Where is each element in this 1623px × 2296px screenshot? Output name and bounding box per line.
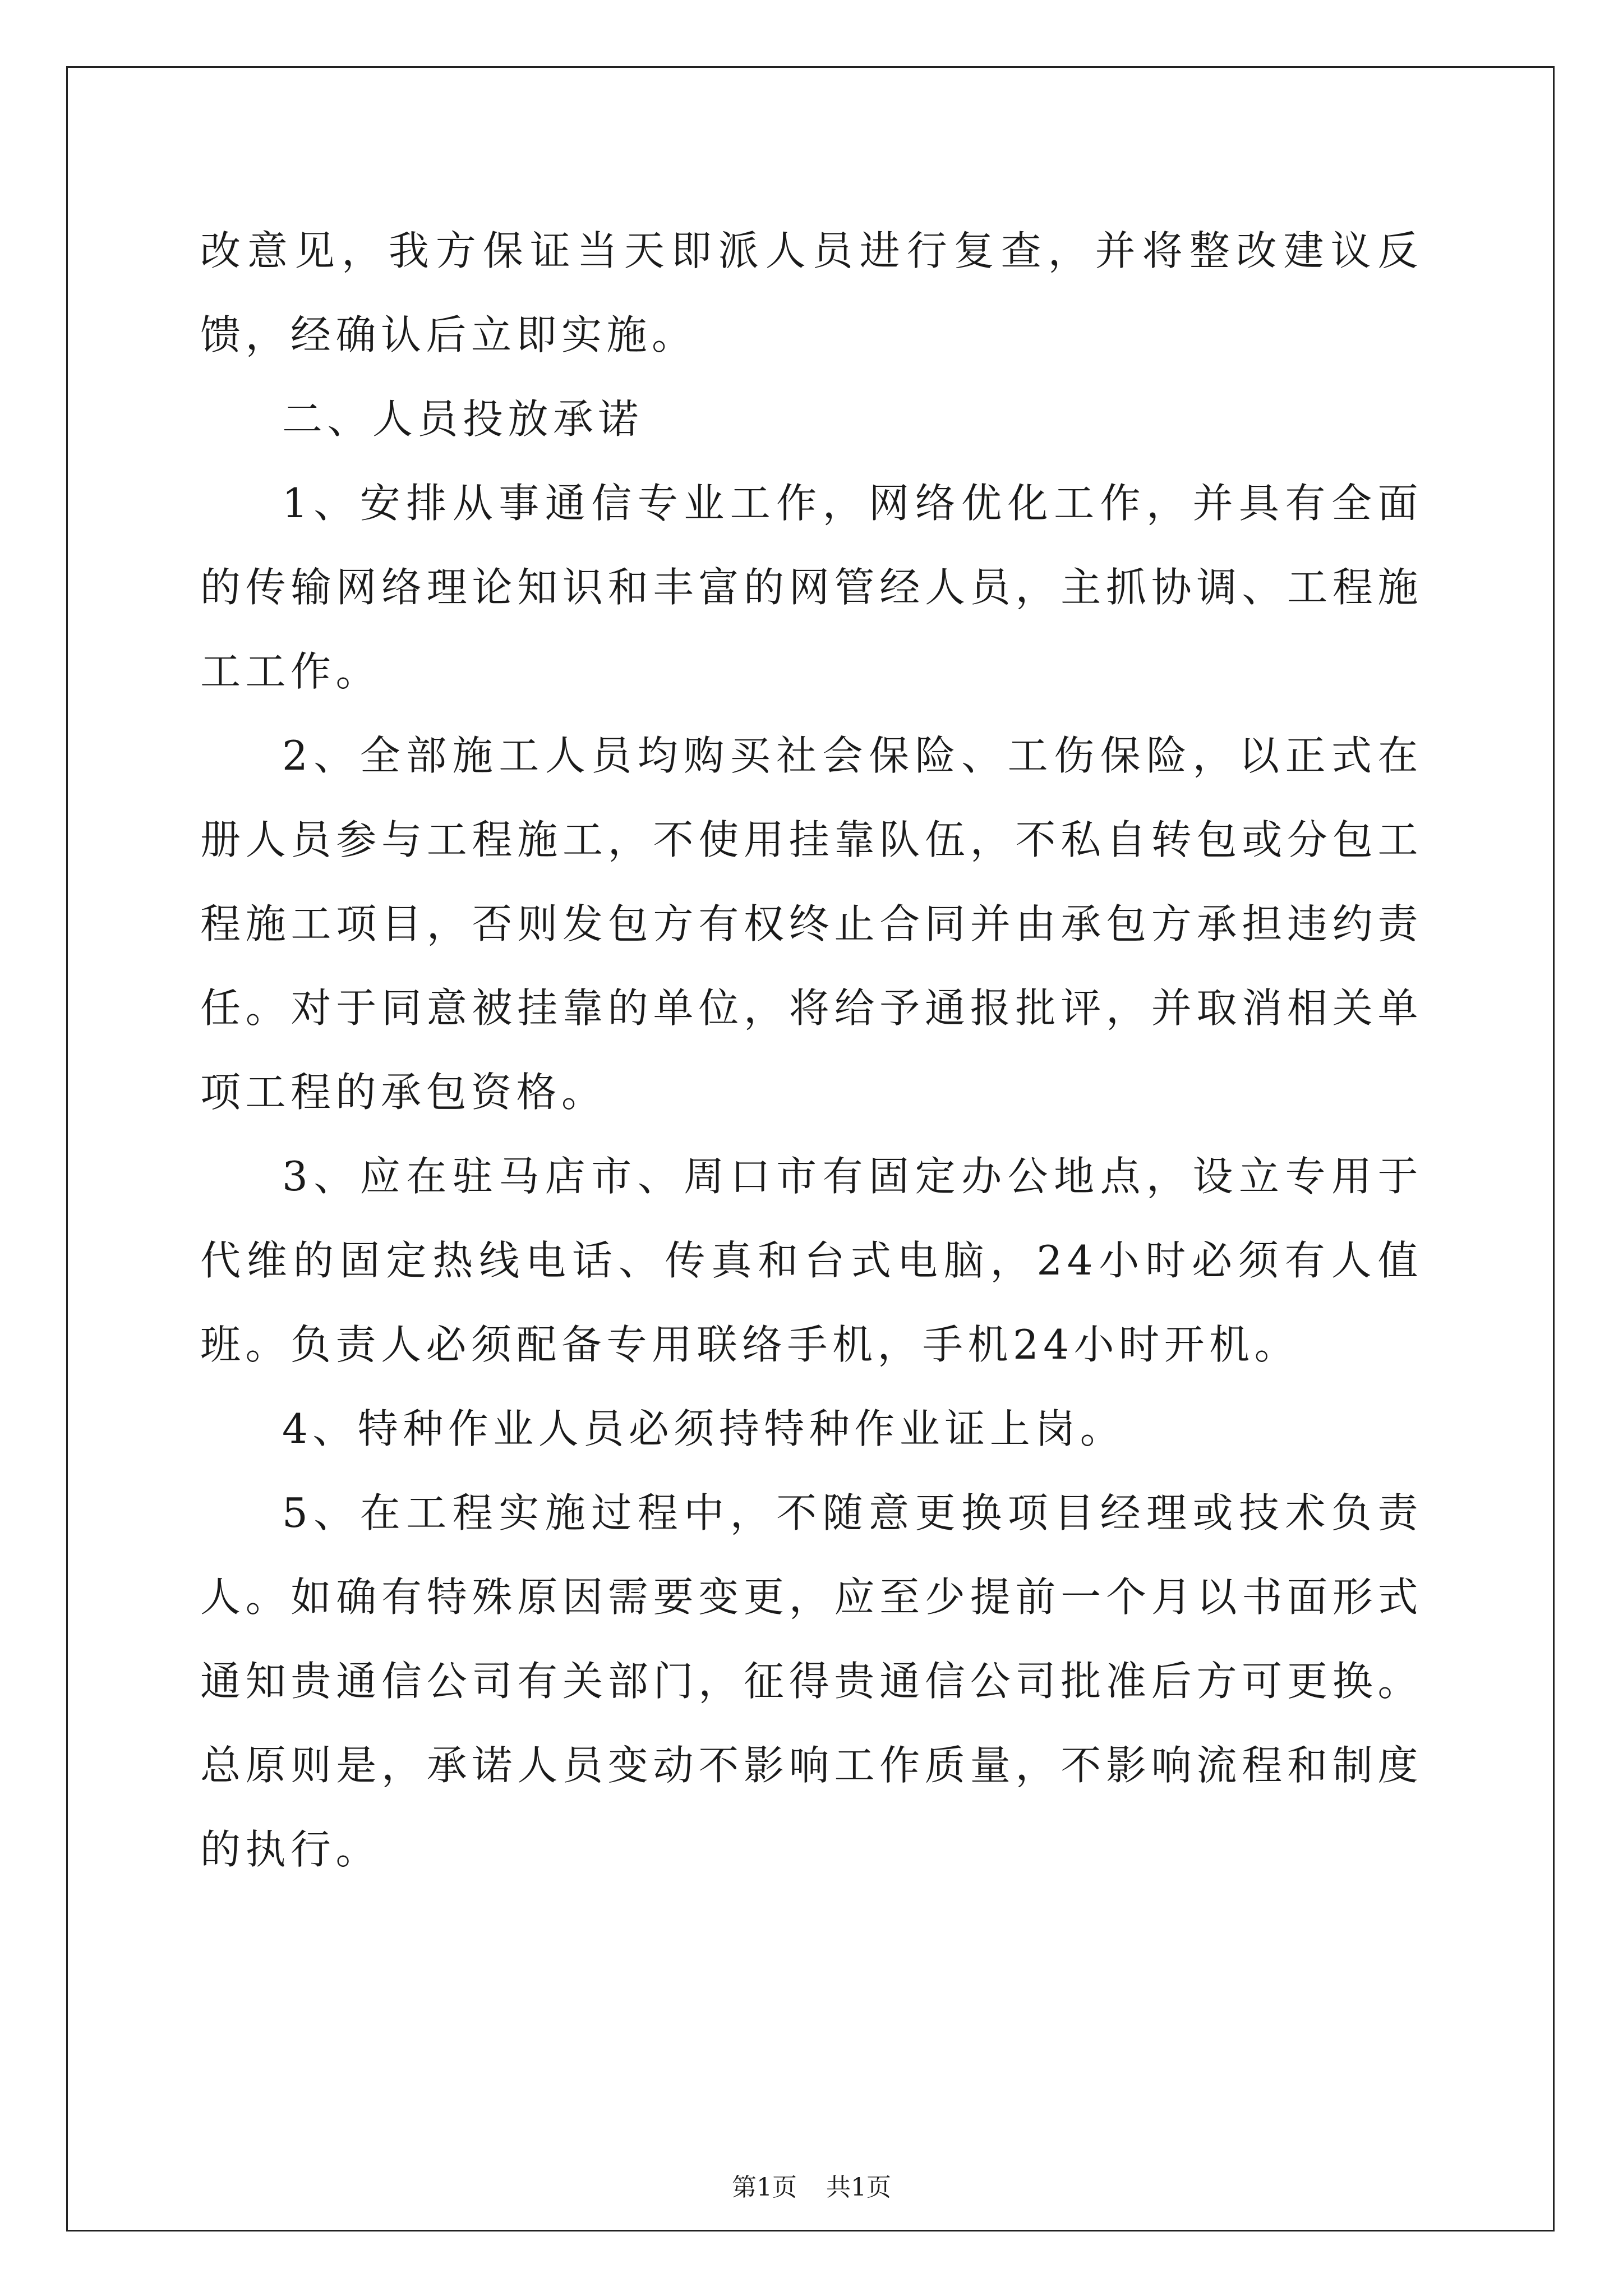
paragraph-item-2: 2、全部施工人员均购买社会保险、工伤保险，以正式在册人员参与工程施工，不使用挂靠队伍，不私自转包或分包工程施工项目，否则发包方有权终止合同并由承包方承担违约责任。对于同意被挂靠的单位，将给予通报批评，并取消相关单项工程的承包资格。 xyxy=(200,732,1423,1116)
paragraph-item-4: 4、特种作业人员必须持特种作业证上岗。 xyxy=(282,1405,1126,1452)
paragraph-item-3: 3、应在驻马店市、周口市有固定办公地点，设立专用于代维的固定热线电话、传真和台式电脑，24小时必须有人值班。负责人必须配备专用联络手机，手机24小时开机。 xyxy=(200,1153,1423,1368)
paragraph-continuation: 改意见，我方保证当天即派人员进行复查，并将整改建议反馈，经确认后立即实施。 xyxy=(200,227,1423,358)
document-body xyxy=(200,209,1423,1892)
paragraph-item-5: 5、在工程实施过程中，不随意更换项目经理或技术负责人。如确有特殊原因需要变更，应至少提前一个月以书面形式通知贵通信公司有关部门，征得贵通信公司批准后方可更换。总原则是，承诺人员变动不影响工作质量，不影响流程和制度的执行。 xyxy=(200,1489,1423,1873)
page-number: 第1页 xyxy=(732,2173,797,2202)
page-footer xyxy=(0,2171,1623,2205)
paragraph-item-1: 1、安排从事通信专业工作，网络优化工作，并具有全面的传输网络理论知识和丰富的网管经人员，主抓协调、工程施工工作。 xyxy=(200,480,1423,695)
total-pages: 共1页 xyxy=(826,2173,891,2202)
section-heading: 二、人员投放承诺 xyxy=(282,395,644,443)
